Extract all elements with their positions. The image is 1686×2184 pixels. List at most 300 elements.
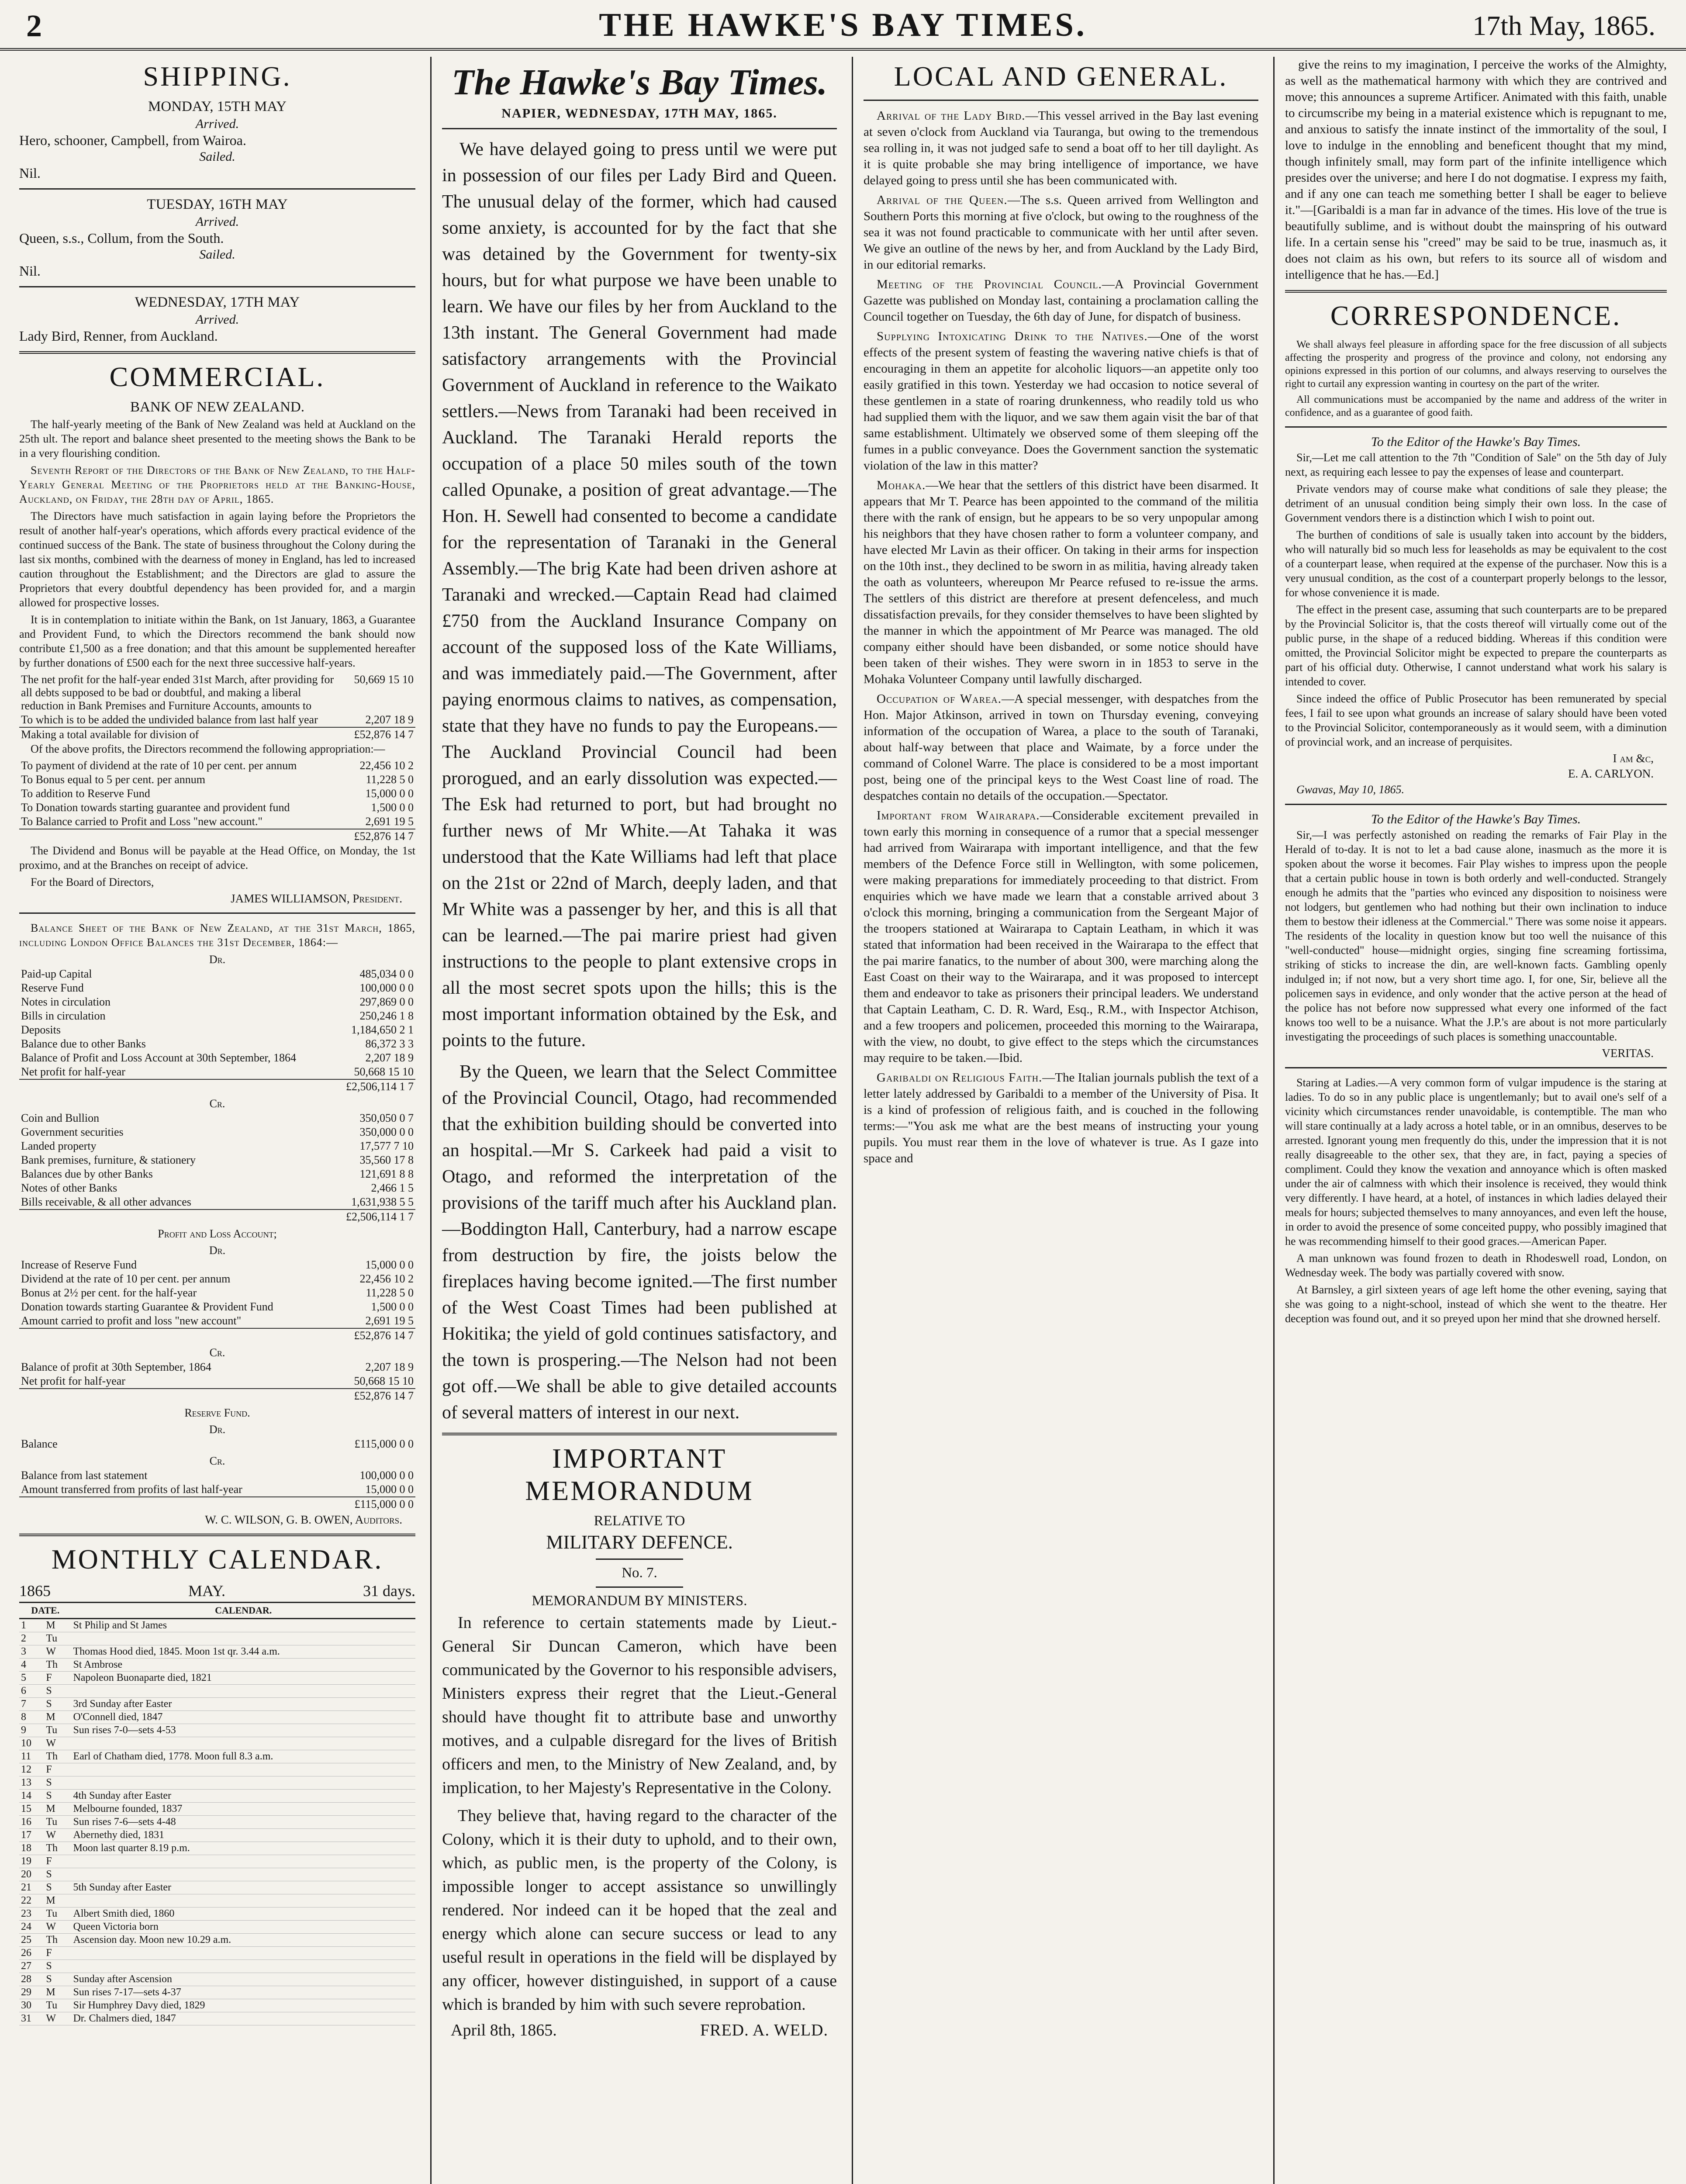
table-row — [19, 1286, 415, 1300]
local-item — [864, 808, 1258, 1066]
calendar-weekday: Tu — [44, 1999, 71, 2012]
calendar-row — [19, 1947, 415, 1960]
row-label: Bank premises, furniture, & stationery — [21, 1154, 196, 1166]
auditors-signature: W. C. WILSON, G. B. OWEN, Auditors. — [205, 1513, 402, 1526]
calendar-date: 19 — [19, 1855, 44, 1868]
cr-label: Cr. — [209, 1097, 225, 1110]
row-value: 2,207 18 9 — [365, 713, 414, 726]
calendar-date: 17 — [19, 1829, 44, 1842]
local-item-title: Meeting of the Provincial Council. — [877, 277, 1102, 291]
local-item — [864, 192, 1258, 273]
calendar-body — [19, 1619, 415, 2025]
garibaldi-continued — [1285, 57, 1667, 283]
table-row — [19, 1195, 415, 1209]
calendar-row — [19, 1855, 415, 1868]
table-row — [19, 1482, 415, 1497]
calendar-row — [19, 1881, 415, 1894]
row-value: 1,500 0 0 — [371, 1300, 414, 1313]
calendar-weekday: F — [44, 1947, 71, 1960]
table-row — [19, 1009, 415, 1023]
memorandum-heading: IMPORTANT MEMORANDUM — [525, 1443, 754, 1506]
calendar-date: 16 — [19, 1816, 44, 1829]
calendar-weekday: W — [44, 1645, 71, 1659]
local-item — [864, 108, 1258, 189]
row-value: 15,000 0 0 — [365, 787, 414, 800]
calendar-weekday: W — [44, 1737, 71, 1750]
calendar-event: Thomas Hood died, 1845. Moon 1st qr. 3.44 a.m. — [71, 1645, 415, 1659]
table-row — [19, 673, 415, 713]
row-label: Net profit for half-year — [21, 1065, 125, 1078]
table-row — [19, 1272, 415, 1286]
row-label: Landed property — [21, 1140, 97, 1152]
table-row — [19, 1374, 415, 1389]
row-label: To which is to be added the undivided balance from last half year — [21, 713, 318, 726]
calendar-heading: MONTHLY CALENDAR. — [51, 1544, 383, 1575]
calendar-date: 11 — [19, 1750, 44, 1763]
calendar-weekday: M — [44, 1711, 71, 1724]
letter-addressee: To the Editor of the Hawke's Bay Times. — [1371, 435, 1581, 449]
letter-paragraph: Sir,—Let me call attention to the 7th "Condition of Sale" on the 5th day of July next, as requiring each lessee to pay the expenses of lease and counterpart. — [1285, 451, 1667, 478]
memorandum-subject: MILITARY DEFENCE. — [546, 1531, 733, 1553]
table-row — [19, 1153, 415, 1167]
shipping-day-title: TUESDAY, 16TH MAY — [147, 197, 288, 212]
row-value: 1,500 0 0 — [371, 801, 414, 814]
row-label — [19, 1497, 346, 1511]
calendar-row — [19, 1776, 415, 1790]
row-label: Balance of profit at 30th September, 1864 — [21, 1361, 211, 1373]
calendar-event: Dr. Chalmers died, 1847 — [71, 2012, 415, 2025]
row-value: £115,000 0 0 — [354, 1438, 414, 1450]
local-item-title: Important from Wairarapa. — [877, 809, 1040, 822]
row-label: To payment of dividend at the rate of 10 per cent. per annum — [21, 759, 297, 772]
row-value: £52,876 14 7 — [346, 829, 415, 843]
calendar-weekday: M — [44, 1986, 71, 1999]
calendar-date: 23 — [19, 1908, 44, 1921]
row-label: Balance from last statement — [21, 1469, 148, 1482]
row-label: Net profit for half-year — [21, 1375, 125, 1387]
local-item-text: —This vessel arrived in the Bay last evening at seven o'clock from Auckland via Tauranga, but owing to the tremendous sea rolling in, it was not judged safe to send a boat off to her till daylight. As it is quite probable she may bring intelligence of importance, we have delayed going to press until she has been communicated with. — [864, 109, 1258, 187]
calendar-weekday: Tu — [44, 1632, 71, 1645]
calendar-date: 25 — [19, 1934, 44, 1947]
commercial-heading: COMMERCIAL. — [109, 361, 325, 392]
table-row — [19, 759, 415, 773]
calendar-row — [19, 1894, 415, 1908]
calendar-date: 29 — [19, 1986, 44, 1999]
row-value: 35,560 17 8 — [359, 1154, 414, 1166]
correspondence-notice-2: All communications must be accompanied by the name and address of the writer in confidence, and as a guarantee of good faith. — [1285, 394, 1667, 418]
column-1 — [9, 57, 426, 2184]
calendar-row — [19, 1763, 415, 1776]
pl-cr-table — [19, 1360, 415, 1403]
calendar-event: Earl of Chatham died, 1778. Moon full 8.3 a.m. — [71, 1750, 415, 1763]
local-item-text: —A special messenger, with despatches from the Hon. Major Atkinson, arrived in town on Thursday evening, conveying information of the occupation of Warea, a place to the south of Taranaki, about half-way between that place and Waimate, by a force under the command of Colonel Warre. The place is considered to be a most important post, being one of the principal keys to the West Coast line of road. The despatches contain no details of the occupation.—Spectator. — [864, 692, 1258, 803]
table-row — [19, 773, 415, 787]
calendar-date: 30 — [19, 1999, 44, 2012]
calendar-event: Ascension day. Moon new 10.29 a.m. — [71, 1934, 415, 1947]
row-value: 2,691 19 5 — [365, 815, 414, 828]
row-label: Notes in circulation — [21, 995, 111, 1008]
calendar-event — [71, 1776, 415, 1790]
shipping-day-title: MONDAY, 15TH MAY — [148, 99, 287, 114]
shipping-label: Arrived. — [195, 214, 239, 229]
editorial-paragraph: We have delayed going to press until we were put in possession of our files per Lady Bird and Queen. The unusual delay of the former, which had caused some anxiety, is accounted for by the fact that she was detained by the Government for twenty-six hours, but for what purpose we have been unable to learn. We have our files by her from Auckland to the 13th instant. The General Government had made satisfactory arrangements with the Provincial Government of Auckland in reference to the Waikato settlers.—News from Taranaki had been received in Auckland. The Taranaki Herald reports the occupation of a place 50 miles south of the town called Opunake, a position of great advantage.—The Hon. H. Sewell had consented to become a candidate for the representation of Taranaki in the General Assembly.—The brig Kate had been driven ashore at Taranaki and wrecked.—Captain Read had claimed £750 from the Auckland Insurance Company on account of the supposed loss of the Kate Williams, and was immediately paid.—The Government, after paying enormous claims to natives, as compensation, state that they have no funds to pay the Europeans.—The Auckland Provincial Council had been prorogued, and an early dissolution was expected.—The Esk had returned to port, but had brought no further news of Mr White.—At Tahaka it was understood that the Kate Williams had left that place on the 21st or 22nd of March, deeply laden, and that Mr White was a passenger by her, and this is all that can be learned.—The pai marire priest had given instructions to the people to plant extensive crops in all the most secret spots upon the hills; this is the most important information obtained by the Esk, and points to the future. — [442, 139, 837, 1051]
calendar-date: 4 — [19, 1659, 44, 1672]
memorandum-relative: RELATIVE TO — [594, 1513, 685, 1529]
calendar-month: MAY. — [188, 1582, 226, 1600]
calendar-row — [19, 2012, 415, 2025]
calendar-weekday: S — [44, 1881, 71, 1894]
row-label: Dividend at the rate of 10 per cent. per annum — [21, 1272, 231, 1285]
shipping-day — [19, 294, 415, 344]
memorandum-number: No. 7. — [622, 1565, 657, 1581]
table-row — [19, 829, 415, 843]
table-row — [19, 1328, 415, 1343]
profit-table — [19, 673, 415, 742]
calendar-weekday: M — [44, 1803, 71, 1816]
row-label: Bills receivable, & all other advances — [21, 1196, 191, 1208]
calendar-table — [19, 1602, 415, 2025]
calendar-row — [19, 1672, 415, 1685]
frozen-paragraph: A man unknown was found frozen to death in Rhodeswell road, London, on Wednesday week. The body was partially covered with snow. — [1285, 1252, 1667, 1279]
calendar-row — [19, 1816, 415, 1829]
appropriation-table — [19, 759, 415, 843]
shipping-entry: Nil. — [19, 165, 41, 181]
row-value: £115,000 0 0 — [346, 1497, 415, 1511]
table-row — [19, 713, 415, 727]
row-value: £52,876 14 7 — [346, 727, 415, 742]
masthead — [0, 0, 1686, 51]
local-item-title: Garibaldi on Religious Faith. — [877, 1071, 1043, 1085]
cr-label: Cr. — [209, 1346, 225, 1359]
calendar-row — [19, 1790, 415, 1803]
letter-signer: VERITAS. — [1602, 1047, 1654, 1060]
table-row — [19, 1258, 415, 1272]
staring-paragraph: Staring at Ladies.—A very common form of vulgar impudence is the staring at ladies. To do so in any public place is ungentlemanly; but to avail one's self of a vicinity which circumstances render unavoidable, is contemptible. The man who will stare continually at a lady across a hotel table, or in an omnibus, deserves to be arrested. Ignorant young men frequently do this, under the impression that it is not really disagreeable to the other sex, that they are, in fact, paying a species of compliment. Could they know the vexation and annoyance which is often masked under the air of calmness with which their insolence is received, they would think very differently. I have heard, at a hotel, of instances in which ladies delayed their meals for hours; subjected themselves to many annoyances, and even left the house, in order to avoid the presence of some conceited puppy, who possibly imagined that he was recommending himself to their good graces.—American Paper. — [1285, 1076, 1667, 1248]
row-label: Balance of Profit and Loss Account at 30th September, 1864 — [21, 1051, 297, 1064]
calendar-date: 3 — [19, 1645, 44, 1659]
calendar-event: Sun rises 7-6—sets 4-48 — [71, 1816, 415, 1829]
row-value: 50,668 15 10 — [354, 1065, 414, 1078]
row-label: Increase of Reserve Fund — [21, 1258, 137, 1271]
table-row — [19, 1360, 415, 1374]
row-value: 1,631,938 5 5 — [351, 1196, 414, 1208]
row-label: Balance due to other Banks — [21, 1037, 146, 1050]
local-items — [864, 108, 1258, 1167]
row-label: Government securities — [21, 1126, 124, 1138]
page-number: 2 — [26, 8, 42, 43]
calendar-date: 8 — [19, 1711, 44, 1724]
local-item-title: Occupation of Warea. — [877, 692, 1002, 706]
calendar-row — [19, 1999, 415, 2012]
row-value: 22,456 10 2 — [359, 759, 414, 772]
table-row — [19, 1125, 415, 1139]
column-3 — [852, 57, 1269, 2184]
letter-paragraph: Sir,—I was perfectly astonished on reading the remarks of Fair Play in the Herald of to-day. It is not to let a bad cause alone, inasmuch as the more it is spoken about the worse it becomes. Fair Play wishes to impress upon the people that a certain public house in town is both orderly and well-conducted. Strangely enough he admits that the "parties who evinced any disposition to noisiness were not lodgers, but gentlemen who had nothing but their own inclination to induce them to bestow their idleness at the Commercial." There was some noise it appears. The residents of the locality in question know but too well the nuisance of this "well-conducted" house—midnight orgies, singing fine screaming fortissima, striking of sticks to increase the din, are well-known facts. Gambling openly indulged in; if not now, but a very short time ago. I, for one, Sir, believe all the policemen says in evidence, and only wonder that the active person at the head of the police has not before now suppressed what every one informed of the fact knows too well to be a nuisance. What the J.P.'s are about is not more particularly investigating the proceedings of such places is something unaccountable. — [1285, 829, 1667, 1043]
dividend-note: The Dividend and Bonus will be payable at the Head Office, on Monday, the 1st proximo, and at the Branches on receipt of advice. — [19, 844, 415, 871]
calendar-weekday: W — [44, 1829, 71, 1842]
calendar-year: 1865 — [19, 1582, 51, 1600]
cr-label: Cr. — [209, 1455, 225, 1467]
calendar-event: 3rd Sunday after Easter — [71, 1698, 415, 1711]
calendar-date: 13 — [19, 1776, 44, 1790]
calendar-row — [19, 1829, 415, 1842]
calendar-row — [19, 1803, 415, 1816]
row-value: 15,000 0 0 — [365, 1258, 414, 1271]
row-label: Paid-up Capital — [21, 968, 92, 980]
row-value: £52,876 14 7 — [346, 1328, 415, 1343]
row-label: Balance — [21, 1438, 58, 1450]
shipping-label: Sailed. — [199, 247, 235, 262]
calendar-row — [19, 1737, 415, 1750]
calendar-event — [71, 1737, 415, 1750]
row-label — [19, 1209, 344, 1224]
calendar-event — [71, 1855, 415, 1868]
row-value: 50,669 15 10 — [354, 673, 414, 686]
editorial-title: The Hawke's Bay Times. — [451, 62, 828, 103]
correspondence-notice: We shall always feel pleasure in affording space for the free discussion of all subjects affecting the prosperity and progress of the province and colony, not endorsing any opinions expressed in this portion of our columns, and always reserving to ourselves the right to curtail any expression wanting in courtesy on the part of the writer. — [1285, 339, 1667, 390]
row-label — [19, 829, 346, 843]
table-row — [19, 995, 415, 1009]
table-row — [19, 1209, 415, 1224]
row-value: £2,506,114 1 7 — [344, 1209, 415, 1224]
table-row — [19, 967, 415, 981]
dr-label: Dr. — [209, 1244, 226, 1257]
calendar-date: 2 — [19, 1632, 44, 1645]
column-4 — [1273, 57, 1677, 2184]
calendar-date: 28 — [19, 1973, 44, 1986]
calendar-row — [19, 1921, 415, 1934]
calendar-row — [19, 1711, 415, 1724]
local-item-title: Arrival of the Lady Bird. — [877, 109, 1026, 123]
row-label: Reserve Fund — [21, 981, 84, 994]
local-item-text: —One of the worst effects of the present system of feasting the wavering native chiefs is that of encouraging in them an appetite for alcoholic liquors—an appetite only too easily gratified in this town. Yesterday we had occasion to notice several of these gentlemen in a state of roaring drunkenness, who readily told us who had supplied them with the liquor, and we saw them again visit the bar of that same establishment. Ultimately we observed some of them sleeping off the fumes in a public conveyance. Does the Government sanction the systematic violation of the law in this matter? — [864, 329, 1258, 473]
pl-dr-table — [19, 1258, 415, 1343]
row-value: 250,246 1 8 — [359, 1009, 414, 1022]
calendar-event: St Philip and St James — [71, 1619, 415, 1632]
calendar-weekday: S — [44, 1790, 71, 1803]
local-item-title: Arrival of the Queen. — [877, 193, 1008, 207]
row-label: Amount carried to profit and loss "new account" — [21, 1314, 242, 1327]
row-label: Bills in circulation — [21, 1009, 106, 1022]
balance-dr-table — [19, 967, 415, 1094]
calendar-date: 20 — [19, 1868, 44, 1881]
table-row — [19, 1065, 415, 1079]
calendar-row — [19, 1632, 415, 1645]
calendar-date: 12 — [19, 1763, 44, 1776]
table-row — [19, 1023, 415, 1037]
calendar-weekday: Th — [44, 1934, 71, 1947]
memorandum-signoff — [451, 2021, 828, 2040]
calendar-weekday: S — [44, 1685, 71, 1698]
local-item-title: Mohaka. — [877, 478, 926, 492]
row-value: 100,000 0 0 — [359, 1469, 414, 1482]
row-label: Deposits — [21, 1023, 61, 1036]
pl-title: Profit and Loss Account; — [158, 1227, 277, 1240]
calendar-weekday: M — [44, 1894, 71, 1908]
calendar-date: 5 — [19, 1672, 44, 1685]
table-row — [19, 1139, 415, 1153]
row-value: 2,466 1 5 — [371, 1182, 414, 1194]
letter-paragraph: Since indeed the office of Public Prosecutor has been remunerated by special fees, I fail to see upon what grounds an increase of salary should have been voted to the Provincial Solicitor, contemporaneously as it would seem, with a diminution of provincial work, and an increase of perquisites. — [1285, 692, 1667, 748]
table-row — [19, 1079, 415, 1094]
date-column-header: DATE. — [19, 1603, 71, 1619]
calendar-date: 27 — [19, 1960, 44, 1973]
letter-paragraph: The burthen of conditions of sale is usually taken into account by the bidders, who will naturally bid so much less for leaseholds as may be equivalent to the cost of a counterpart lease, when required at the expense of the purchaser. Now this is a very unusual condition, as the cost of a counterpart properly belongs to the lessor, for whose convenience it is made. — [1285, 529, 1667, 599]
row-value: 350,000 0 0 — [359, 1126, 414, 1138]
table-row — [19, 1051, 415, 1065]
calendar-weekday: Tu — [44, 1816, 71, 1829]
row-value: 22,456 10 2 — [359, 1272, 414, 1285]
commercial-intro: The half-yearly meeting of the Bank of New Zealand was held at Auckland on the 25th ult. The report and balance sheet presented to the meeting shows the Bank to be in a very flourishing condition. — [19, 418, 415, 460]
calendar-event: Sun rises 7-0—sets 4-53 — [71, 1724, 415, 1737]
shipping-entry: Queen, s.s., Collum, from the South. — [19, 230, 224, 246]
calendar-event — [71, 1685, 415, 1698]
row-value: £52,876 14 7 — [346, 1389, 415, 1403]
shipping-day — [19, 197, 415, 279]
calendar-weekday: W — [44, 1921, 71, 1934]
calendar-date: 31 — [19, 2012, 44, 2025]
reserve-cr-table — [19, 1469, 415, 1511]
report-title: Seventh Report of the Directors of the Bank of New Zealand, to the Half-Yearly General Meeting of the Proprietors held at the Banking-House, Auckland, on Friday, the 28th day of April, 1865. — [19, 464, 415, 505]
table-row — [19, 815, 415, 829]
local-item — [864, 276, 1258, 325]
calendar-date: 18 — [19, 1842, 44, 1855]
row-label: Bonus at 2½ per cent. for the half-year — [21, 1286, 197, 1299]
president-signature: JAMES WILLIAMSON, President. — [231, 892, 402, 905]
calendar-event: Albert Smith died, 1860 — [71, 1908, 415, 1921]
row-value: 11,228 5 0 — [366, 773, 414, 786]
calendar-column-header: CALENDAR. — [71, 1603, 415, 1619]
row-label: To addition to Reserve Fund — [21, 787, 150, 800]
table-row — [19, 1300, 415, 1314]
row-label: The net profit for the half-year ended 31st March, after providing for all debts supposed to be bad or doubtful, and making a liberal reduction in Bank Premises and Furniture Accounts, amounts to — [21, 673, 334, 712]
calendar-event: Sun rises 7-17—sets 4-37 — [71, 1986, 415, 1999]
calendar-date: 9 — [19, 1724, 44, 1737]
shipping-label: Sailed. — [199, 149, 235, 164]
row-label: Notes of other Banks — [21, 1182, 117, 1194]
calendar-date: 10 — [19, 1737, 44, 1750]
calendar-event: O'Connell died, 1847 — [71, 1711, 415, 1724]
calendar-date: 6 — [19, 1685, 44, 1698]
letter-paragraph: Private vendors may of course make what conditions of sale they please; the detriment of an unusual condition being simply their own loss. In the case of Government vendors there is a distinction which I wish to point out. — [1285, 483, 1667, 524]
table-row — [19, 1037, 415, 1051]
calendar-weekday: Th — [44, 1842, 71, 1855]
table-row — [19, 981, 415, 995]
local-item — [864, 477, 1258, 688]
calendar-event — [71, 1947, 415, 1960]
row-value: 15,000 0 0 — [365, 1483, 414, 1496]
table-row — [19, 1389, 415, 1403]
calendar-weekday: Tu — [44, 1724, 71, 1737]
row-label: To Donation towards starting guarantee and provident fund — [21, 801, 290, 814]
for-board: For the Board of Directors, — [31, 876, 154, 888]
memorandum-signature: FRED. A. WELD. — [700, 2021, 828, 2039]
local-item-text: —Considerable excitement prevailed in town early this morning in consequence of a rumor that a special messenger had arrived from Wairarapa with important intelligence, and that the few members of the Defence Force still in Wellington, with some policemen, were making preparations for immediately proceeding to that district. From enquiries which we have made we learn that a constable arrived about 3 o'clock this morning, bringing a communication from the Sergeant Major of the troopers stationed at Wairarapa to Captain Leatham, in which it was stated that information had been received in the Wairarapa to the effect that the pai marire fanatics, to the number of about 300, were marching along the East Coast on their way to the Wairarapa, and it was proposed to intercept them and endeavor to take as prisoners their principal leaders. We understand that Captain Leatham, C. D. R. Ward, Esq., R.M., with Inspector Atchison, and a few troopers and policemen, proceeded this morning to the Wairarapa, with the view, no doubt, to give effect to the steps which the circumstances may require to be taken.—Ibid. — [864, 809, 1258, 1065]
local-item — [864, 691, 1258, 804]
calendar-weekday: W — [44, 2012, 71, 2025]
calendar-date: 24 — [19, 1921, 44, 1934]
row-value: 86,372 3 3 — [365, 1037, 414, 1050]
table-row — [19, 801, 415, 815]
row-value: 11,228 5 0 — [366, 1286, 414, 1299]
row-value: £2,506,114 1 7 — [344, 1079, 415, 1094]
calendar-row — [19, 1724, 415, 1737]
row-label: Amount transferred from profits of last half-year — [21, 1483, 242, 1496]
row-label: Making a total available for division of — [19, 727, 346, 742]
row-label — [19, 1079, 344, 1094]
calendar-weekday: Th — [44, 1750, 71, 1763]
calendar-event: Abernethy died, 1831 — [71, 1829, 415, 1842]
calendar-event: Moon last quarter 8.19 p.m. — [71, 1842, 415, 1855]
calendar-date: 1 — [19, 1619, 44, 1632]
table-row — [19, 1497, 415, 1511]
row-label: To Bonus equal to 5 per cent. per annum — [21, 773, 206, 786]
table-row — [19, 1314, 415, 1328]
row-value: 350,050 0 7 — [359, 1112, 414, 1124]
memorandum-paragraph: In reference to certain statements made by Lieut.-General Sir Duncan Cameron, which have been communicated by the Governor to his responsible advisers, Ministers express their regret that the Lieut.-General should have thought fit to attribute base and unworthy motives, and a culpable disregard for the lives of British officers and men, to the Ministry of New Zealand, and, by implication, to her Majesty's Representative in the Colony. — [442, 1614, 837, 1797]
calendar-row — [19, 1659, 415, 1672]
calendar-weekday: F — [44, 1672, 71, 1685]
table-row — [19, 1437, 415, 1451]
row-label — [19, 1389, 346, 1403]
calendar-row — [19, 1619, 415, 1632]
calendar-date: 21 — [19, 1881, 44, 1894]
local-heading: LOCAL AND GENERAL. — [894, 61, 1228, 92]
calendar-weekday: S — [44, 1960, 71, 1973]
calendar-row — [19, 1842, 415, 1855]
calendar-weekday: Th — [44, 1659, 71, 1672]
memorandum-date: April 8th, 1865. — [451, 2021, 557, 2039]
calendar-weekday: S — [44, 1973, 71, 1986]
letter-addressee: To the Editor of the Hawke's Bay Times. — [1371, 812, 1581, 826]
report-paragraph: It is in contemplation to initiate within the Bank, on 1st January, 1863, a Guarantee and Provident Fund, to which the Directors recommend the bank should now contribute £1,500 as a free donation; and that this amount be supplemented hereafter by further donations of £500 each for the next three successive half-years. — [19, 613, 415, 669]
shipping-entry: Nil. — [19, 263, 41, 279]
calendar-event — [71, 1632, 415, 1645]
calendar-weekday: F — [44, 1763, 71, 1776]
letter-signer: E. A. CARLYON. — [1568, 767, 1654, 780]
calendar-row — [19, 1960, 415, 1973]
calendar-weekday: F — [44, 1855, 71, 1868]
calendar-event: Queen Victoria born — [71, 1921, 415, 1934]
local-item-text: —A Provincial Government Gazette was published on Monday last, containing a proclamation calling the Council together on Tuesday, the 6th day of June, for dispatch of business. — [864, 277, 1258, 324]
calendar-date: 22 — [19, 1894, 44, 1908]
calendar-date: 15 — [19, 1803, 44, 1816]
calendar-event: 5th Sunday after Easter — [71, 1881, 415, 1894]
row-label: To Balance carried to Profit and Loss "new account." — [21, 815, 263, 828]
row-label: Balances due by other Banks — [21, 1168, 153, 1180]
local-item-text: —We hear that the settlers of this district have been disarmed. It appears that Mr T. Pearce has been appointed to the command of the militia there with the rank of ensign, but he appears to be so very unpopular among his neighbors that they have chosen rather to form a volunteer company, and have elected Mr Lavin as their officer. On taking in their arms for inspection on the 10th inst., they declined to be sworn in as militia, having already taken the oath as volunteers, whereupon Mr Pearce refused to re-issue the arms. The settlers of this district are therefore at present defenceless, and much dissatisfaction prevails, for they consider themselves to have been slighted by the manner in which the appointment of Mr Pearce was managed. The old company either should have been disbanded, or some notice should have been taken of their wishes. They were sworn in in 1853 to serve in the Mohaka Volunteer Company until lawfully discharged. — [864, 478, 1258, 686]
calendar-date: 7 — [19, 1698, 44, 1711]
letter-closing: I am &c, — [1613, 752, 1654, 765]
column-2 — [430, 57, 847, 2184]
letter-paragraph: The effect in the present case, assuming that such counterparts are to be prepared by the Provincial Solicitor is, that the costs thereof will virtually come out of the public purse, in the shape of a reduced bidding. Whereas if this condition were omitted, the Provincial Solicitor might be expected to prepare the counterparts as part of his official duty. Otherwise, I cannot understand what work his salary is intended to cover. — [1285, 603, 1667, 688]
letter-place-date: Gwavas, May 10, 1865. — [1296, 783, 1404, 796]
shipping-label: Arrived. — [195, 312, 239, 327]
table-row — [19, 1469, 415, 1482]
shipping-label: Arrived. — [195, 117, 239, 131]
calendar-date: 14 — [19, 1790, 44, 1803]
calendar-event: St Ambrose — [71, 1659, 415, 1672]
garibaldi-tail-text: give the reins to my imagination, I perceive the works of the Almighty, as well as the mathematical harmony with which they are contrived and move; this announces a supreme Artificer. Animated with this faith, unable to circumscribe my being in a material existence which is repugnant to me, and anxious to satisfy the innate instinct of the immortality of the soul, I love to indulge in the ennobling and beneficent thought that my mind, though infinitely small, may form part of the infinite intelligence which presides over the universe; and here I do not dogmatise. I express my faith, and if any one can teach me something better I shall be eager to believe it."—[Garibaldi is a man far in advance of the times. His love of the true is beautifully sublime, and is without doubt the mainspring of his outward life. In a certain sense his "creed" may be said to be true, inasmuch as, it does not claim as his own, but refers to its source all of wisdom and intelligence that he has.—Ed.] — [1285, 58, 1667, 282]
calendar-row — [19, 1868, 415, 1881]
calendar-event — [71, 1894, 415, 1908]
calendar-event: 4th Sunday after Easter — [71, 1790, 415, 1803]
report-paragraph: The Directors have much satisfaction in again laying before the Proprietors the result of another half-year's operations, which affords every practical evidence of the continued success of the Bank. The state of business throughout the Colony during the last six months, combined with the dearness of money in England, has led to increased caution throughout the Establishment; and the Directors are glad to assure the Proprietors that every doubtful dependency has been provided for, and a margin allowed for prospective losses. — [19, 510, 415, 609]
shipping-day-title: WEDNESDAY, 17TH MAY — [135, 294, 300, 310]
row-value: 2,207 18 9 — [365, 1361, 414, 1373]
memorandum-paragraph: They believe that, having regard to the character of the Colony, which it is their duty to uphold, and to their own, which, as public men, is the property of the Colony, is impossible longer to accept assistance so unwillingly rendered. Nor indeed can it be hoped that the zeal and energy which alone can secure success or lead to any useful result in operations in the field will be displayed by any officer, however distinguished, in support of a cause which is branded by him with such severe reprobation. — [442, 1807, 837, 2014]
bank-title: BANK OF NEW ZEALAND. — [130, 399, 305, 415]
